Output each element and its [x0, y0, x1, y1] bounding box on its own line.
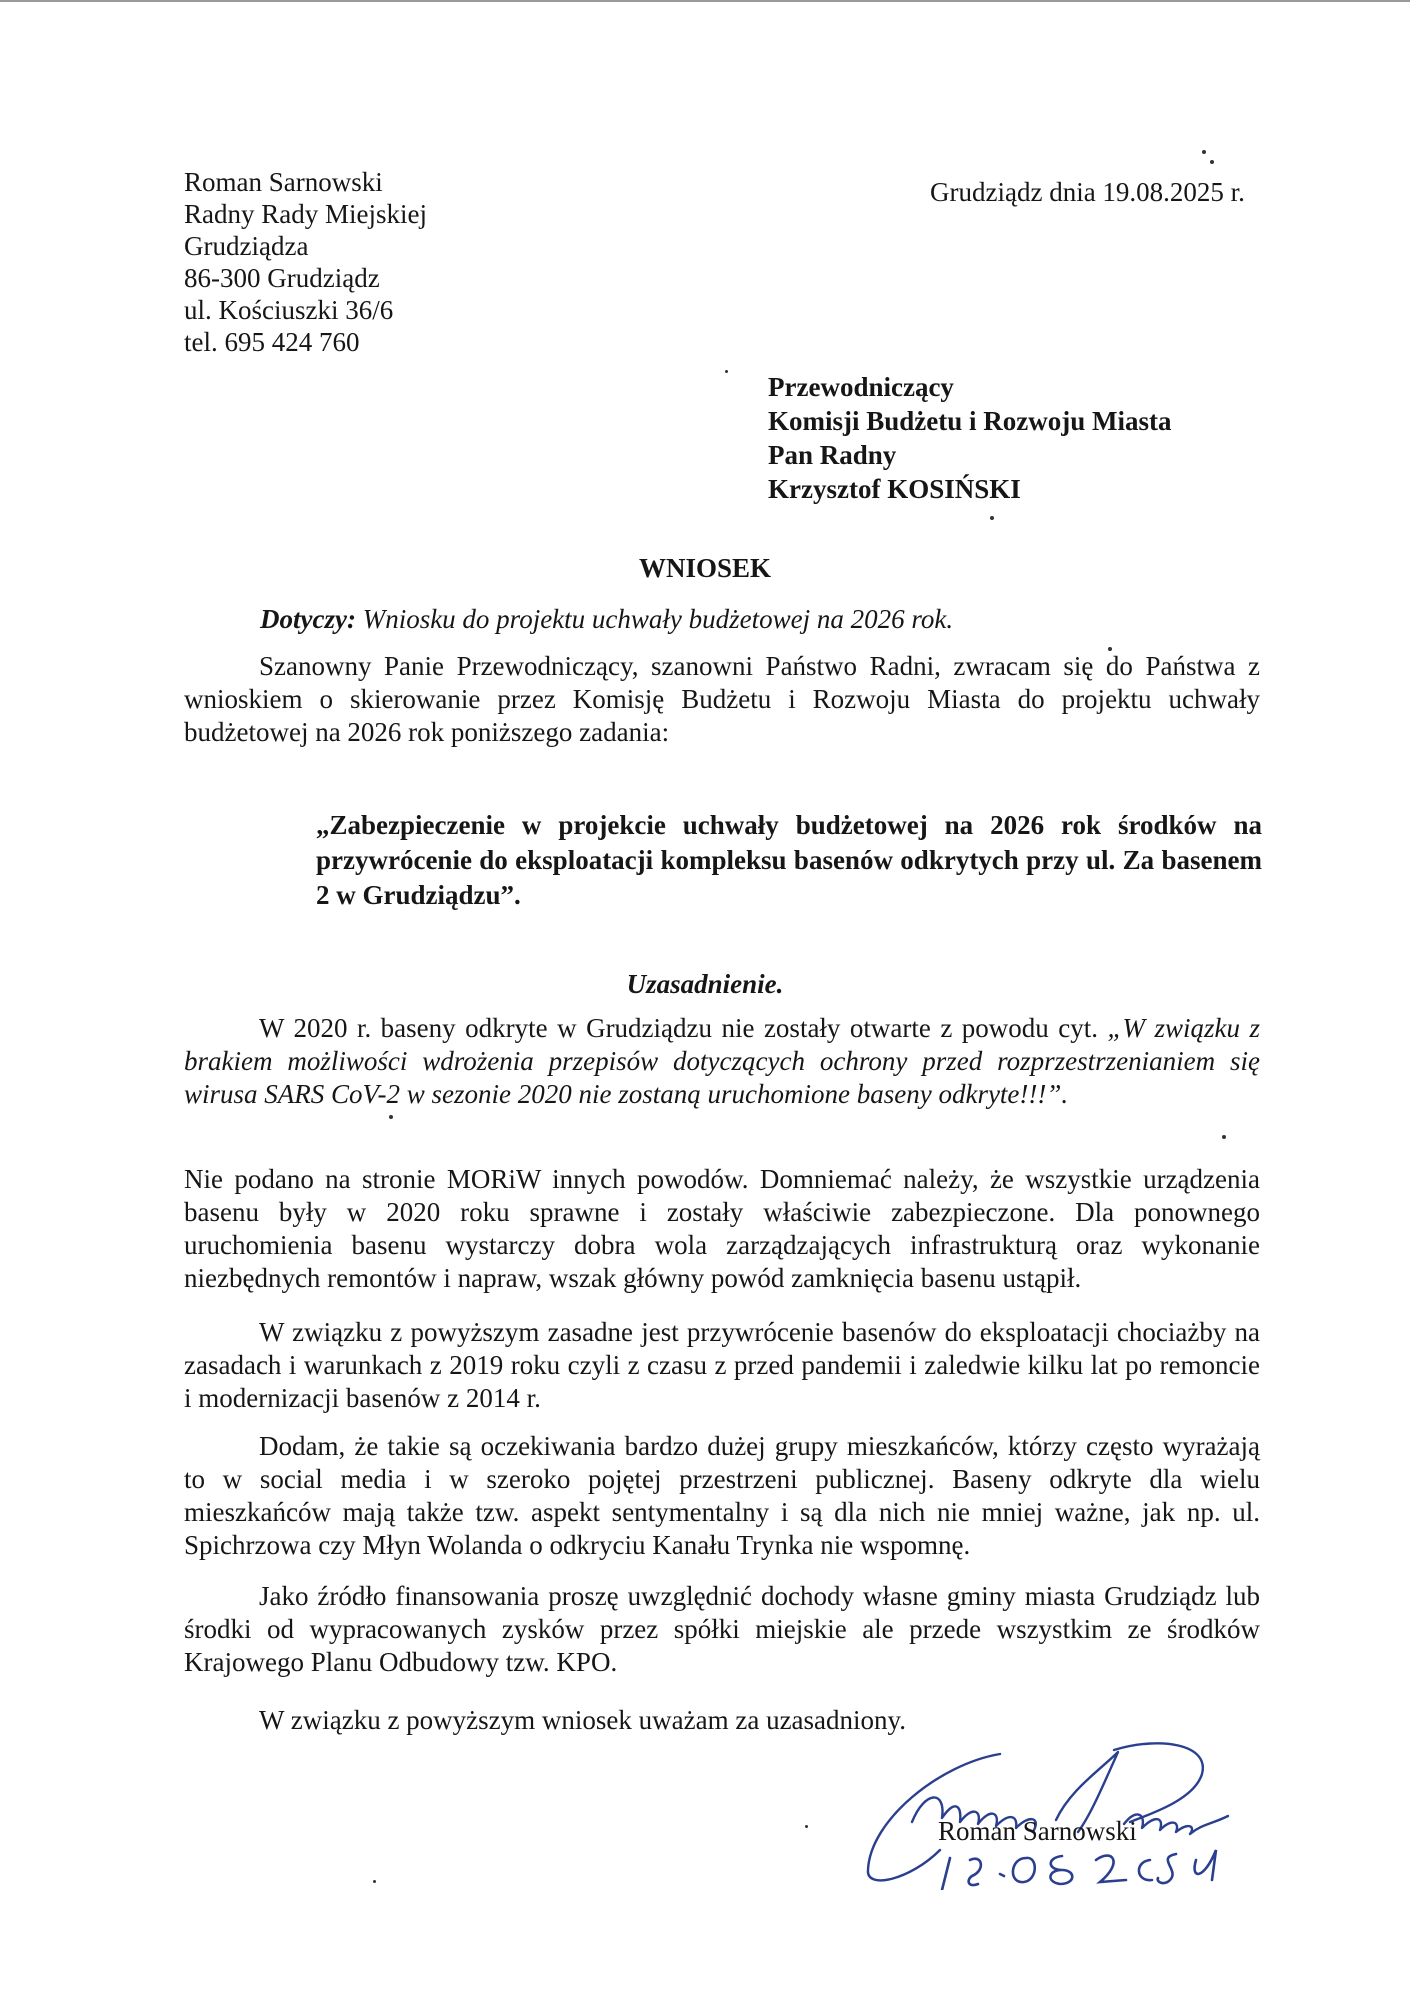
paragraph-1-text: W 2020 r. baseny odkryte w Grudziądzu nie zostały otwarte z powodu cyt. — [259, 1013, 1099, 1043]
sender-title: Radny Rady Miejskiej — [184, 199, 427, 229]
sender-address-block — [184, 166, 427, 358]
scan-edge-line — [0, 0, 1410, 2]
scan-speck — [1222, 1135, 1226, 1139]
handwritten-signature — [850, 1730, 1270, 1890]
justification-paragraph-4: Dodam, że takie są oczekiwania bardzo dużej grupy mieszkańców, którzy często wyrażają to w social media i w szeroko pojętej przestrzeni publicznej. Baseny odkryte dla wielu mieszkańców mają także tzw. aspekt sentymentalny i są dla nich nie mniej ważne, jak np. ul. Spichrzowa czy Młyn Wolanda o odkryciu Kanału Trynka nie wspomnę. — [184, 1431, 1260, 1560]
justification-paragraph-1 — [184, 1012, 1260, 1111]
sender-postal-code: 86-300 Grudziądz — [184, 263, 380, 293]
scan-speck — [1210, 160, 1214, 164]
closing-paragraph: W związku z powyższym wniosek uważam za uzasadniony. — [259, 1705, 907, 1735]
paragraph-1-quote: „W związku z brakiem możliwości wdrożenia przepisów dotyczących ochrony przed rozprzestrzenianiem się wirusa SARS CoV-2 w sezonie 2020 nie zostaną uruchomione baseny odkryte!!!”. — [184, 1013, 1260, 1109]
recipient-block — [768, 370, 1171, 506]
recipient-line-1: Przewodniczący — [768, 372, 954, 402]
letter-date: Grudziądz dnia 19.08.2025 r. — [930, 177, 1245, 207]
sender-name: Roman Sarnowski — [184, 167, 383, 197]
scan-speck — [1202, 150, 1206, 154]
justification-paragraph-2: Nie podano na stronie MORiW innych powodów. Domniemać należy, że wszystkie urządzenia basenu były w 2020 roku sprawne i zostały właściwie zabezpieczone. Dla ponownego uruchomienia basenu wystarczy dobra wola zarządzających infrastrukturą oraz wykonanie niezbędnych remontów i napraw, wszak główny powód zamknięcia basenu ustąpił. — [184, 1164, 1260, 1293]
scan-speck — [373, 1880, 376, 1883]
scan-speck — [805, 1825, 808, 1828]
document-title: WNIOSEK — [638, 553, 772, 583]
intro-paragraph: Szanowny Panie Przewodniczący, szanowni Państwo Radni, zwracam się do Państwa z wnioskiem o skierowanie przez Komisję Budżetu i Rozwoju Miasta do projektu uchwały budżetowej na 2026 rok poniższego zadania: — [184, 651, 1260, 747]
recipient-line-2: Komisji Budżetu i Rozwoju Miasta — [768, 406, 1172, 436]
recipient-line-4: Krzysztof KOSIŃSKI — [768, 474, 1021, 504]
financing-paragraph: Jako źródło finansowania proszę uwzględnić dochody własne gminy miasta Grudziądz lub środki od wypracowanych zysków przez spółki miejskie ale przede wszystkim ze środków Krajowego Planu Odbudowy tzw. KPO. — [184, 1581, 1260, 1677]
justification-paragraph-3: W związku z powyższym zasadne jest przywrócenie basenów do eksploatacji chociażby na zasadach i warunkach z 2019 roku czyli z czasu z przed pandemii i zaledwie kilku lat po remoncie i modernizacji basenów z 2014 r. — [184, 1317, 1260, 1413]
subject-line — [260, 603, 953, 635]
subject-text: Wniosku do projektu uchwały budżetowej na 2026 rok. — [362, 604, 954, 634]
recipient-line-3: Pan Radny — [768, 440, 897, 470]
requested-task: „Zabezpieczenie w projekcie uchwały budżetowej na 2026 rok środków na przywrócenie do eksploatacji kompleksu basenów odkrytych przy ul. Za basenem 2 w Grudziądzu”. — [316, 810, 1262, 910]
subject-label: Dotyczy: — [260, 604, 356, 634]
sender-phone: tel. 695 424 760 — [184, 327, 360, 357]
signatory-name: Roman Sarnowski — [938, 1816, 1137, 1846]
scan-speck — [990, 516, 994, 520]
scan-speck — [725, 370, 728, 373]
scan-speck — [1108, 647, 1112, 651]
sender-city-line: Grudziądza — [184, 231, 309, 261]
sender-street: ul. Kościuszki 36/6 — [184, 295, 394, 325]
scan-speck — [389, 1115, 393, 1119]
justification-heading: Uzasadnienie. — [626, 969, 784, 999]
